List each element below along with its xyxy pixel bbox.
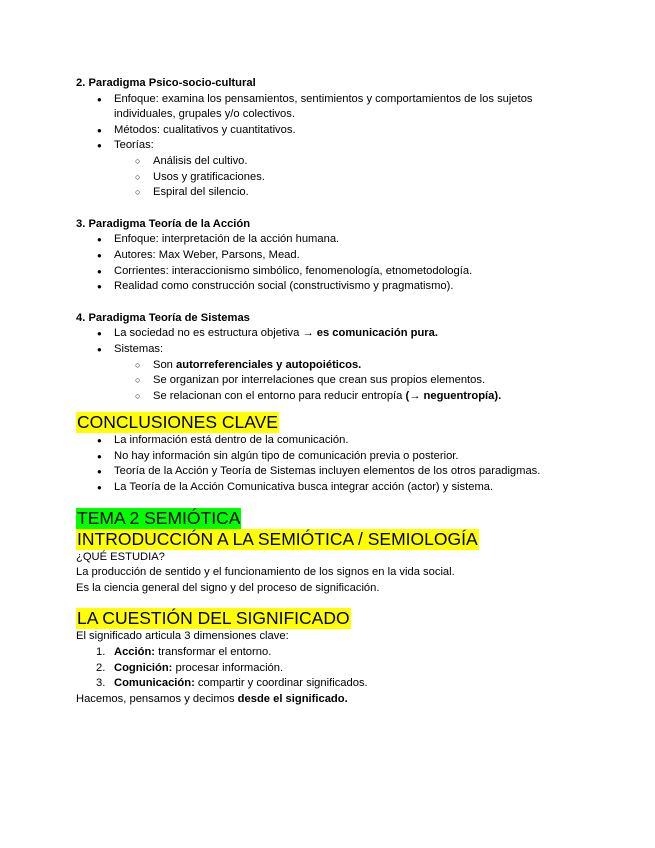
list-item: ● Métodos: cualitativos y cuantitativos.: [114, 123, 576, 139]
sublist-item: ○ Son autorreferenciales y autopoiéticos.: [153, 358, 576, 374]
list-item: 1. Acción: transformar el entorno.: [96, 646, 272, 659]
paragraph: Es la ciencia general del signo y del proceso de significación.: [76, 581, 380, 594]
section-3-title: 3. Paradigma Teoría de la Acción: [76, 217, 251, 230]
document-page: [76, 76, 576, 707]
list-item: ● La sociedad no es estructura objetiva → es comunicación pura.: [114, 326, 576, 342]
list-item: ● La Teoría de la Acción Comunicativa busca integrar acción (actor) y sistema.: [114, 480, 576, 496]
sublist-item: ○ Se organizan por interrelaciones que crean sus propios elementos.: [153, 373, 576, 389]
tema2-heading: TEMA 2 SEMIÓTICA: [77, 507, 241, 528]
list-item: 3. Comunicación: compartir y coordinar significados.: [96, 677, 368, 690]
conclusiones-list: [76, 433, 576, 495]
list-item: ● Corrientes: interaccionismo simbólico, fenomenología, etnometodología.: [114, 264, 576, 280]
intro-semiotica-heading: INTRODUCCIÓN A LA SEMIÓTICA / SEMIOLOGÍA: [77, 528, 478, 549]
section-2-list: [76, 92, 576, 201]
list-item: ● Sistemas: ○ Son autorreferenciales y autopoiéticos. ○ Se organizan por interrelaciones que crean sus propios elementos. ○ Se relacionan con el entorno para reducir entropía (→ neguentropía).: [114, 342, 576, 404]
dimensions-list: [76, 645, 576, 692]
question-text: ¿QUÉ ESTUDIA?: [76, 550, 165, 563]
significado-heading: LA CUESTIÓN DEL SIGNIFICADO: [77, 608, 350, 629]
section-4-title: 4. Paradigma Teoría de Sistemas: [76, 311, 250, 324]
list-item: ● Autores: Max Weber, Parsons, Mead.: [114, 248, 576, 264]
list-item: ● Teorías: ○ Análisis del cultivo. ○ Usos y gratificaciones. ○ Espiral del silencio.: [114, 138, 576, 200]
sublist-item: ○ Espiral del silencio.: [153, 185, 576, 201]
section-4-list: [76, 326, 576, 404]
sublist-item: ○ Análisis del cultivo.: [153, 154, 576, 170]
conclusiones-heading: CONCLUSIONES CLAVE: [77, 412, 278, 433]
list-item: ● Enfoque: examina los pensamientos, sentimientos y comportamientos de los sujetos individuales, grupales y/o colectivos.: [114, 92, 576, 123]
closing-paragraph: Hacemos, pensamos y decimos desde el significado.: [76, 692, 348, 705]
sublist-item: ○ Usos y gratificaciones.: [153, 170, 576, 186]
systems-sublist: [114, 358, 576, 405]
list-item: ● No hay información sin algún tipo de comunicación previa o posterior.: [114, 449, 576, 465]
paragraph: La producción de sentido y el funcionamiento de los signos en la vida social.: [76, 566, 455, 579]
section-2-title: 2. Paradigma Psico-socio-cultural: [76, 77, 256, 89]
section-3-list: [76, 232, 576, 294]
list-item: ● Enfoque: interpretación de la acción humana.: [114, 232, 576, 248]
list-item: ● Realidad como construcción social (constructivismo y pragmatismo).: [114, 279, 576, 295]
sublist-item: ○ Se relacionan con el entorno para reducir entropía (→ neguentropía).: [153, 389, 576, 405]
list-item: 2. Cognición: procesar información.: [96, 661, 284, 674]
theories-sublist: [114, 154, 576, 201]
list-item: ● La información está dentro de la comunicación.: [114, 433, 576, 449]
paragraph: El significado articula 3 dimensiones clave:: [76, 630, 289, 643]
list-item: ● Teoría de la Acción y Teoría de Sistemas incluyen elementos de los otros paradigmas.: [114, 464, 576, 480]
